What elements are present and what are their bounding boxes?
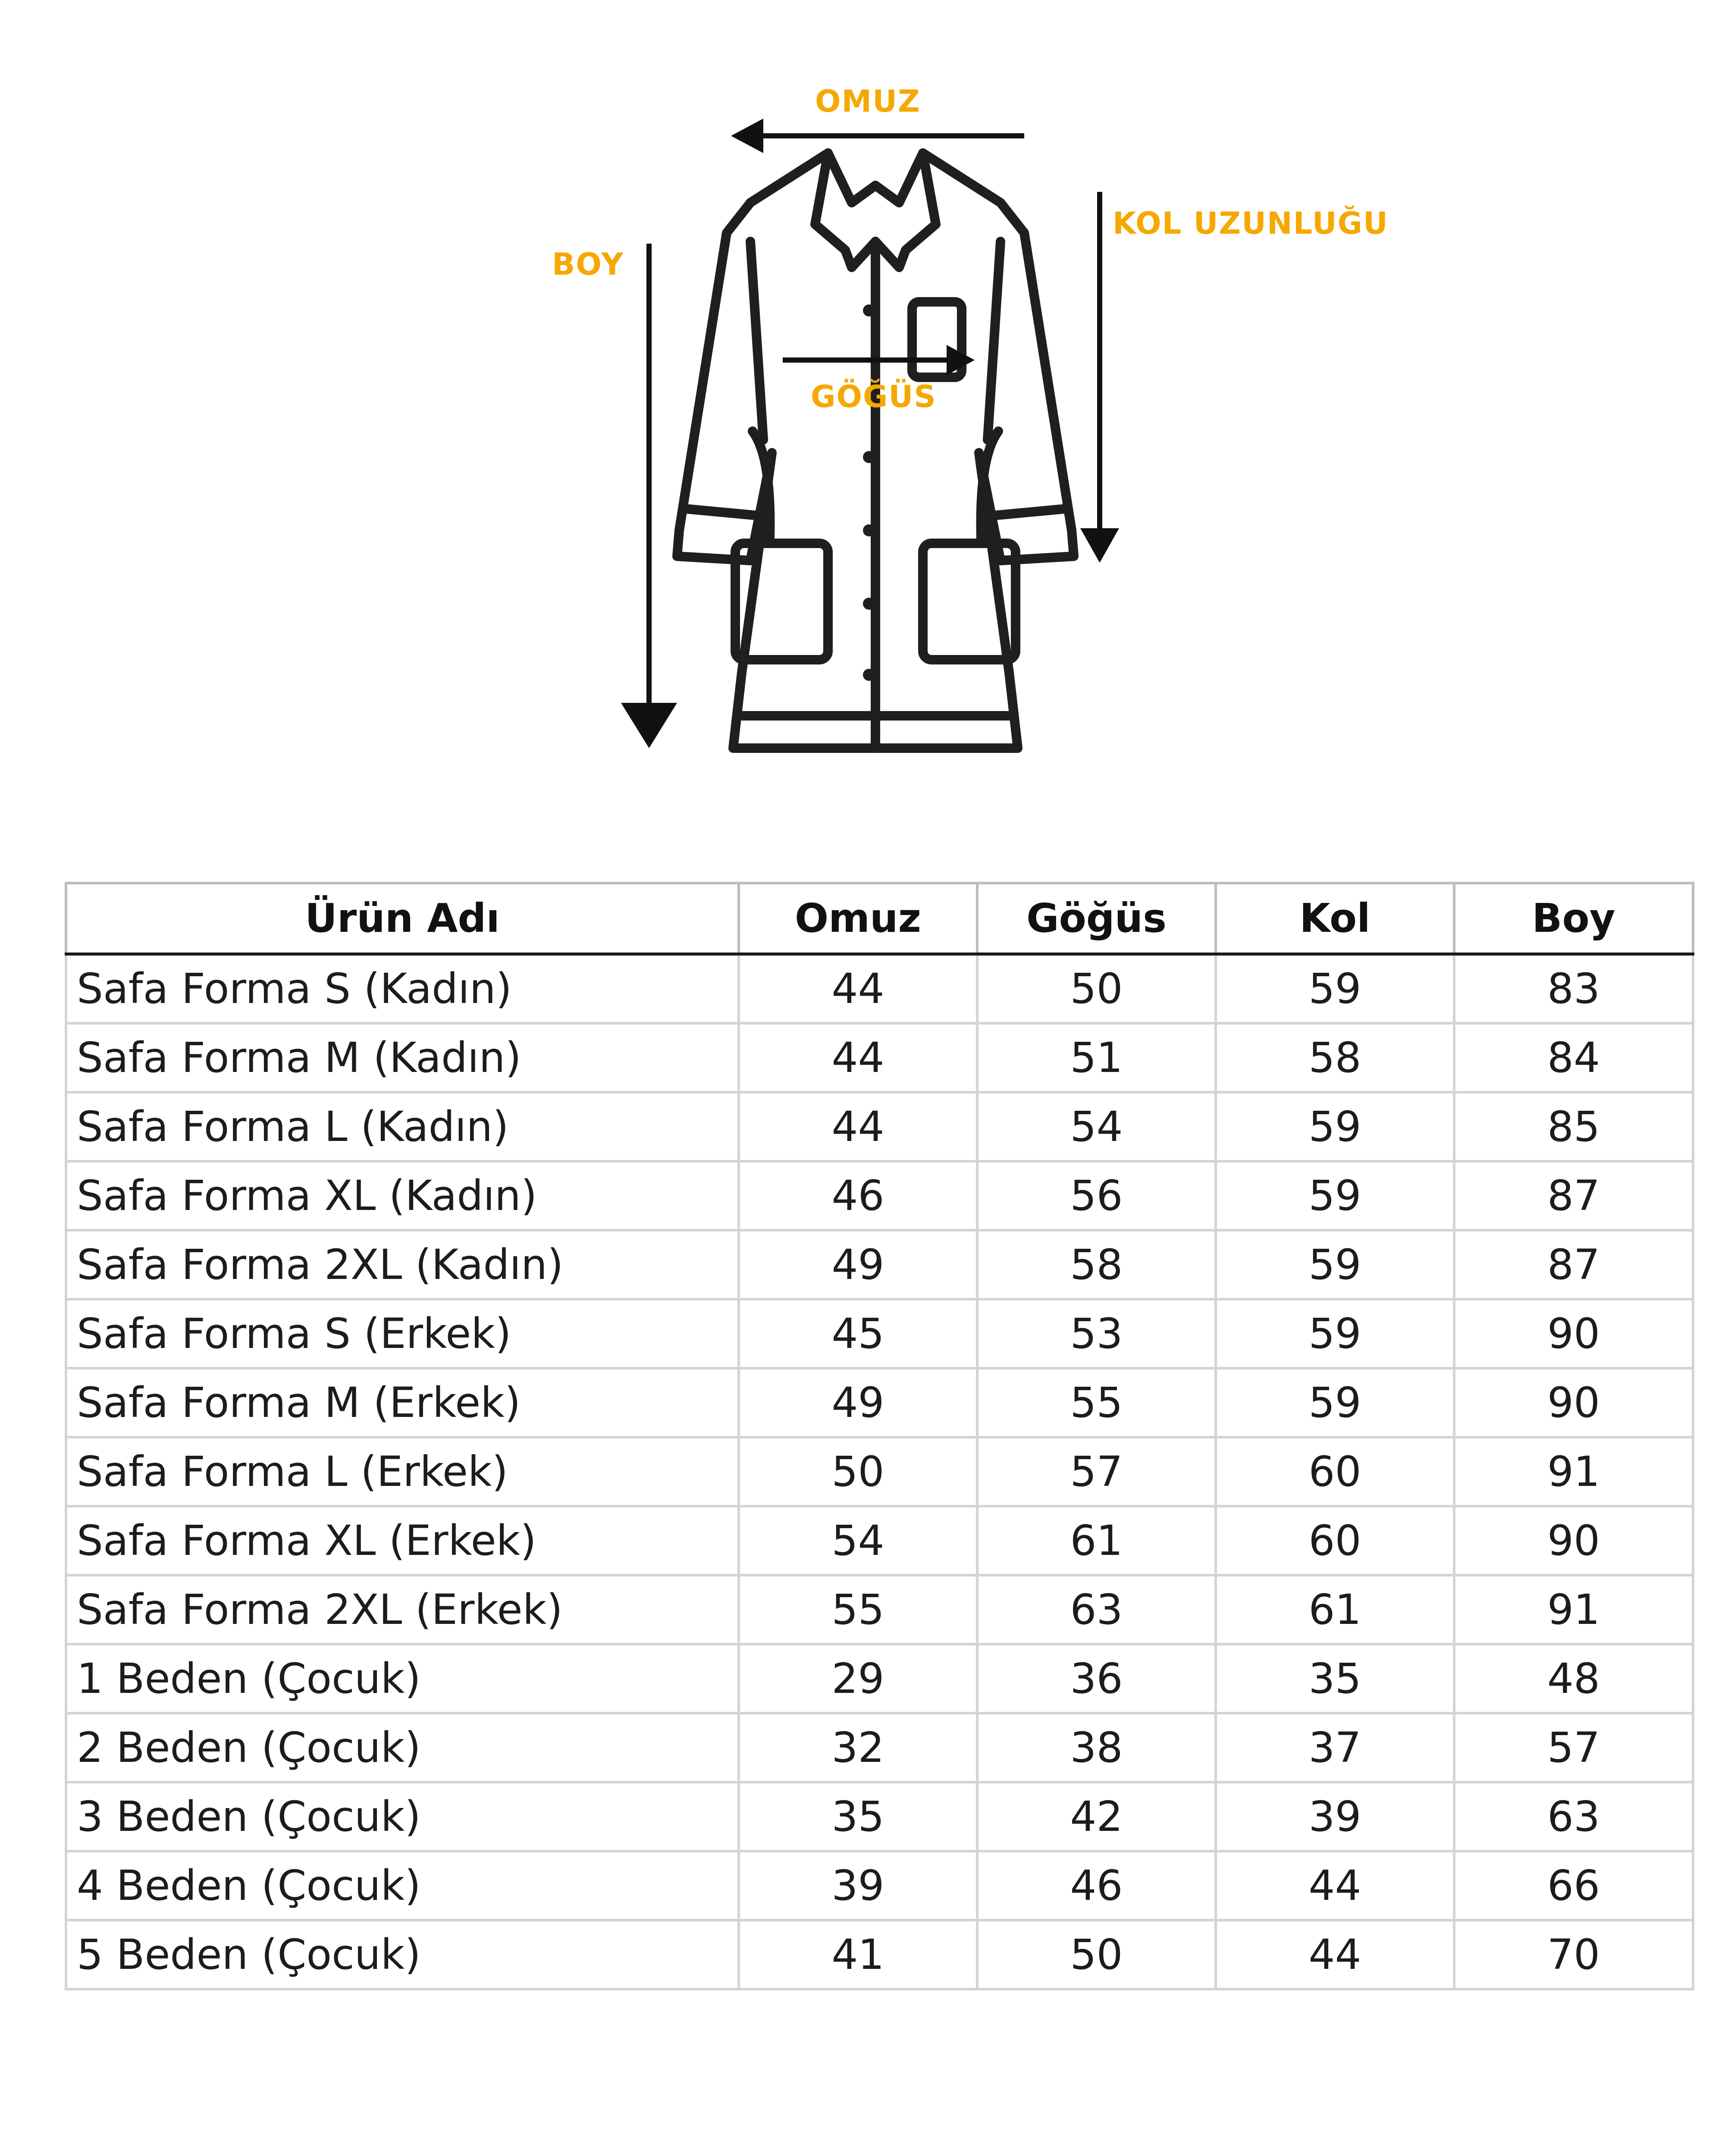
product-name-cell: Safa Forma M (Kadın) — [66, 1023, 739, 1092]
sleeve-cell: 59 — [1216, 954, 1454, 1024]
shoulder-cell: 44 — [739, 954, 977, 1024]
shoulder-arrow-head — [731, 119, 763, 153]
table-row — [66, 1368, 1693, 1437]
product-name-cell: 1 Beden (Çocuk) — [66, 1644, 739, 1713]
product-name-cell: Safa Forma XL (Erkek) — [66, 1506, 739, 1575]
sleeve-arrow-head — [1080, 528, 1119, 563]
chest-cell: 42 — [977, 1782, 1216, 1851]
product-name-cell: Safa Forma L (Kadın) — [66, 1092, 739, 1161]
sleeve-cell: 37 — [1216, 1713, 1454, 1782]
sleeve-cell: 59 — [1216, 1230, 1454, 1299]
chest-cell: 46 — [977, 1851, 1216, 1920]
table-row — [66, 1092, 1693, 1161]
table-row — [66, 1782, 1693, 1851]
length-cell: 90 — [1454, 1299, 1693, 1368]
size-chart-table — [65, 882, 1694, 1990]
button — [863, 304, 875, 317]
left-cuff — [686, 509, 755, 515]
shoulder-cell: 45 — [739, 1299, 977, 1368]
right-cuff — [996, 509, 1065, 515]
table-body — [66, 954, 1693, 1990]
shoulder-cell: 39 — [739, 1851, 977, 1920]
shoulder-cell: 50 — [739, 1437, 977, 1506]
shoulder-label: OMUZ — [815, 84, 921, 119]
chest-cell: 51 — [977, 1023, 1216, 1092]
shoulder-cell: 54 — [739, 1506, 977, 1575]
shoulder-cell: 49 — [739, 1230, 977, 1299]
product-name-cell: Safa Forma L (Erkek) — [66, 1437, 739, 1506]
length-cell: 90 — [1454, 1368, 1693, 1437]
collar-inner — [828, 153, 923, 203]
chest-cell: 53 — [977, 1299, 1216, 1368]
garment-measurement-diagram — [0, 0, 1725, 819]
length-cell: 85 — [1454, 1092, 1693, 1161]
chest-cell: 56 — [977, 1161, 1216, 1230]
shoulder-cell: 44 — [739, 1023, 977, 1092]
header-sleeve: Kol — [1216, 883, 1454, 954]
sleeve-cell: 59 — [1216, 1299, 1454, 1368]
table-row — [66, 1161, 1693, 1230]
table-row — [66, 954, 1693, 1024]
header-chest: Göğüs — [977, 883, 1216, 954]
table-row — [66, 1023, 1693, 1092]
sleeve-cell: 35 — [1216, 1644, 1454, 1713]
chest-cell: 57 — [977, 1437, 1216, 1506]
length-cell: 91 — [1454, 1437, 1693, 1506]
length-cell: 63 — [1454, 1782, 1693, 1851]
chest-label: GÖĞÜS — [811, 379, 937, 414]
product-name-cell: Safa Forma XL (Kadın) — [66, 1161, 739, 1230]
sleeve-cell: 59 — [1216, 1161, 1454, 1230]
product-name-cell: Safa Forma S (Kadın) — [66, 954, 739, 1024]
table-row — [66, 1644, 1693, 1713]
length-cell: 91 — [1454, 1575, 1693, 1644]
chest-cell: 50 — [977, 954, 1216, 1024]
header-shoulder: Omuz — [739, 883, 977, 954]
shoulder-cell: 29 — [739, 1644, 977, 1713]
table-row — [66, 1506, 1693, 1575]
product-name-cell: Safa Forma M (Erkek) — [66, 1368, 739, 1437]
shoulder-cell: 32 — [739, 1713, 977, 1782]
length-cell: 87 — [1454, 1230, 1693, 1299]
sleeve-cell: 61 — [1216, 1575, 1454, 1644]
button — [863, 669, 875, 681]
sleeve-cell: 39 — [1216, 1782, 1454, 1851]
button — [863, 451, 875, 463]
sleeve-cell: 59 — [1216, 1368, 1454, 1437]
sleeve-cell: 59 — [1216, 1092, 1454, 1161]
sleeve-cell: 44 — [1216, 1851, 1454, 1920]
shoulder-cell: 41 — [739, 1920, 977, 1989]
chest-cell: 58 — [977, 1230, 1216, 1299]
table-row — [66, 1437, 1693, 1506]
product-name-cell: 5 Beden (Çocuk) — [66, 1920, 739, 1989]
chest-cell: 36 — [977, 1644, 1216, 1713]
button — [863, 524, 875, 536]
chest-cell: 50 — [977, 1920, 1216, 1989]
header-product-name: Ürün Adı — [66, 883, 739, 954]
button — [863, 598, 875, 610]
length-cell: 84 — [1454, 1023, 1693, 1092]
chest-cell: 55 — [977, 1368, 1216, 1437]
product-name-cell: Safa Forma S (Erkek) — [66, 1299, 739, 1368]
table-header-row — [66, 883, 1693, 954]
length-cell: 66 — [1454, 1851, 1693, 1920]
product-name-cell: 3 Beden (Çocuk) — [66, 1782, 739, 1851]
length-label: BOY — [552, 247, 624, 282]
length-cell: 83 — [1454, 954, 1693, 1024]
product-name-cell: Safa Forma 2XL (Kadın) — [66, 1230, 739, 1299]
length-cell: 70 — [1454, 1920, 1693, 1989]
length-cell: 57 — [1454, 1713, 1693, 1782]
product-name-cell: 2 Beden (Çocuk) — [66, 1713, 739, 1782]
length-cell: 87 — [1454, 1161, 1693, 1230]
sleeve-cell: 60 — [1216, 1506, 1454, 1575]
shoulder-cell: 35 — [739, 1782, 977, 1851]
right-sleeve-seam — [988, 241, 1000, 440]
sleeve-cell: 58 — [1216, 1023, 1454, 1092]
table-row — [66, 1920, 1693, 1989]
table-row — [66, 1230, 1693, 1299]
left-sleeve-seam — [750, 241, 763, 440]
header-length: Boy — [1454, 883, 1693, 954]
sleeve-cell: 60 — [1216, 1437, 1454, 1506]
sleeve-cell: 44 — [1216, 1920, 1454, 1989]
product-name-cell: 4 Beden (Çocuk) — [66, 1851, 739, 1920]
shoulder-cell: 55 — [739, 1575, 977, 1644]
chest-cell: 63 — [977, 1575, 1216, 1644]
table-row — [66, 1713, 1693, 1782]
table-row — [66, 1299, 1693, 1368]
chest-cell: 54 — [977, 1092, 1216, 1161]
chest-cell: 38 — [977, 1713, 1216, 1782]
length-arrow-head — [621, 703, 677, 748]
product-name-cell: Safa Forma 2XL (Erkek) — [66, 1575, 739, 1644]
table-row — [66, 1575, 1693, 1644]
length-cell: 90 — [1454, 1506, 1693, 1575]
shoulder-cell: 49 — [739, 1368, 977, 1437]
length-cell: 48 — [1454, 1644, 1693, 1713]
shoulder-cell: 46 — [739, 1161, 977, 1230]
table-row — [66, 1851, 1693, 1920]
shoulder-cell: 44 — [739, 1092, 977, 1161]
sleeve-length-label: KOL UZUNLUĞU — [1113, 206, 1389, 241]
chest-cell: 61 — [977, 1506, 1216, 1575]
